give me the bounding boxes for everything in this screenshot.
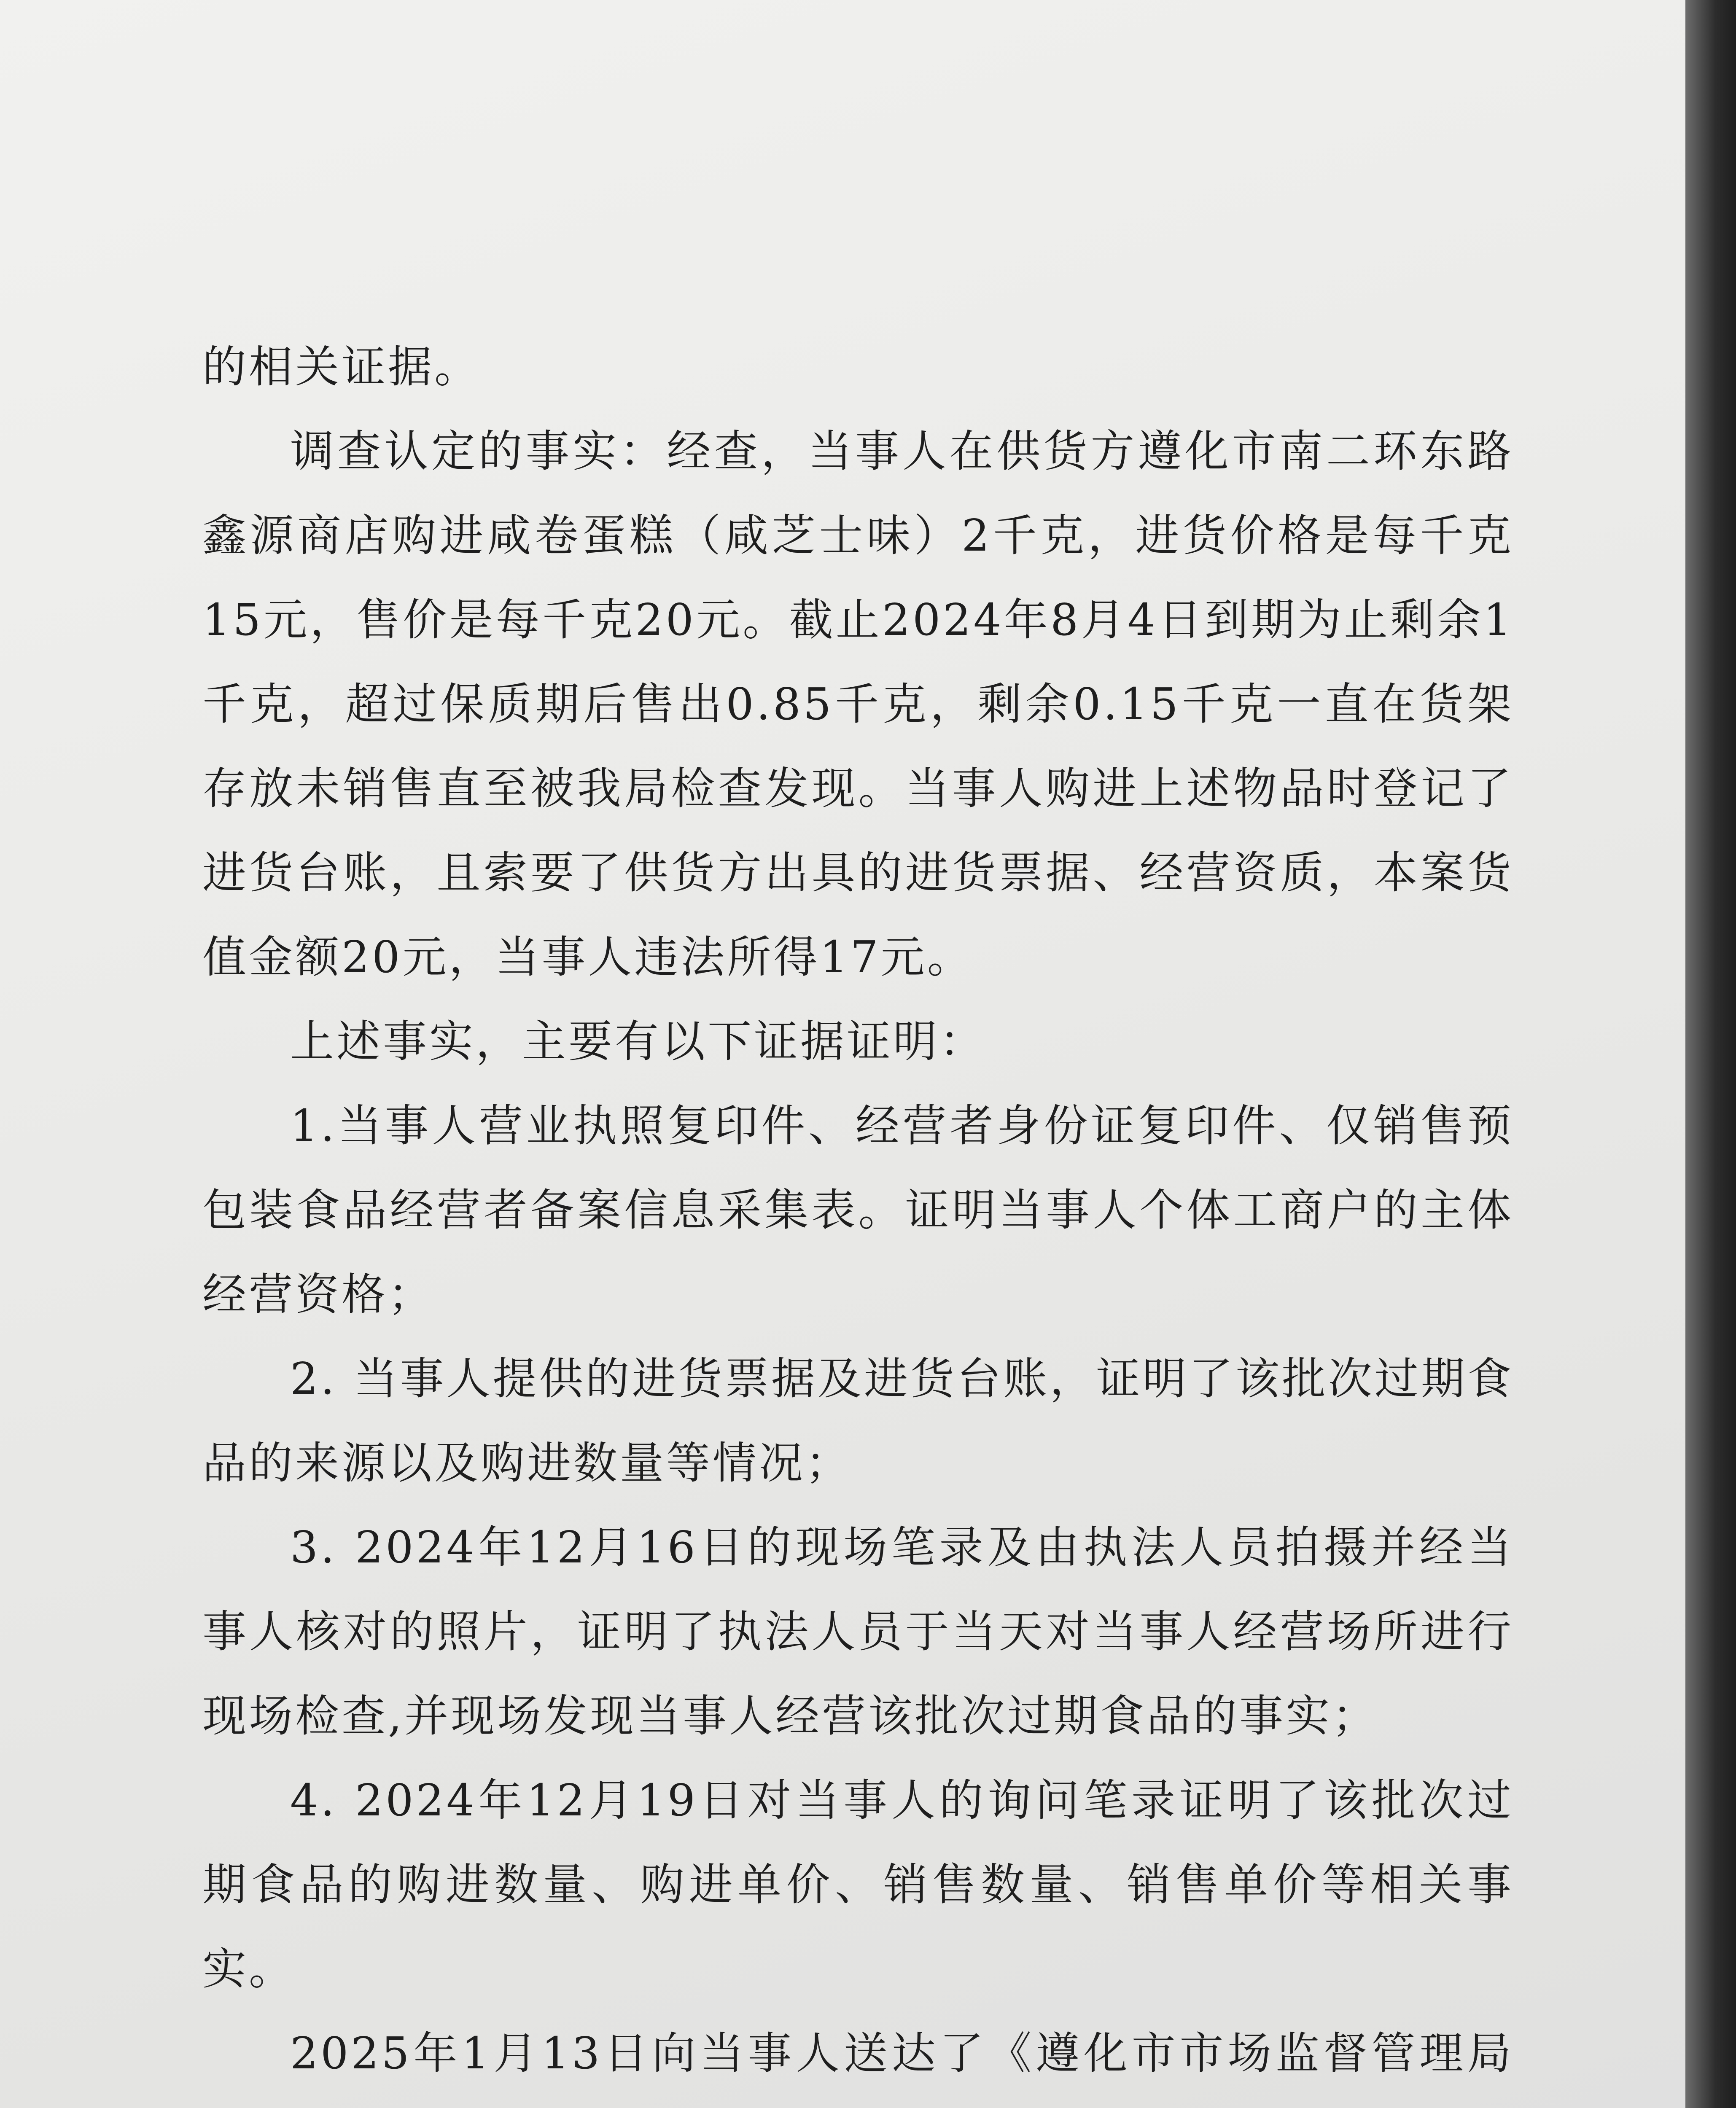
paragraph-evidence-2: 2. 当事人提供的进货票据及进货台账，证明了该批次过期食品的来源以及购进数量等情况； (202, 1353, 1514, 1489)
paragraph-evidence-1: 1.当事人营业执照复印件、经营者身份证复印件、仅销售预包装食品经营者备案信息采集表。证明当事人个体工商户的主体经营资格； (202, 1100, 1514, 1320)
paragraph-evidence-4: 4. 2024年12月19日对当事人的询问笔录证明了该批次过期食品的购进数量、购进单价、销售数量、销售单价等相关事实。 (202, 1775, 1514, 1995)
paragraph-evidence-continuation: 的相关证据。 (202, 341, 481, 393)
document-body (202, 325, 1514, 2108)
paragraph-investigated-facts: 调查认定的事实：经查，当事人在供货方遵化市南二环东路鑫源商店购进咸卷蛋糕（咸芝士味）2千克，进货价格是每千克15元，售价是每千克20元。截止2024年8月4日到期为止剩余1千克，超过保质期后售出0.85千克，剩余0.15千克一直在货架存放未销售直至被我局检查发现。当事人购进上述物品时登记了进货台账，且索要了供货方出具的进货票据、经营资质，本案货值金额20元，当事人违法所得17元。 (202, 425, 1514, 983)
paragraph-notice-delivery: 2025年1月13日向当事人送达了《遵化市市场监督管理局 (290, 2027, 1514, 2079)
paragraph-evidence-3: 3. 2024年12月16日的现场笔录及由执法人员拍摄并经当事人核对的照片，证明了执法人员于当天对当事人经营场所进行现场检查,并现场发现当事人经营该批次过期食品的事实； (202, 1522, 1514, 1742)
photo-edge-shadow (1685, 0, 1736, 2108)
paragraph-evidence-intro: 上述事实，主要有以下证据证明： (290, 1016, 986, 1067)
